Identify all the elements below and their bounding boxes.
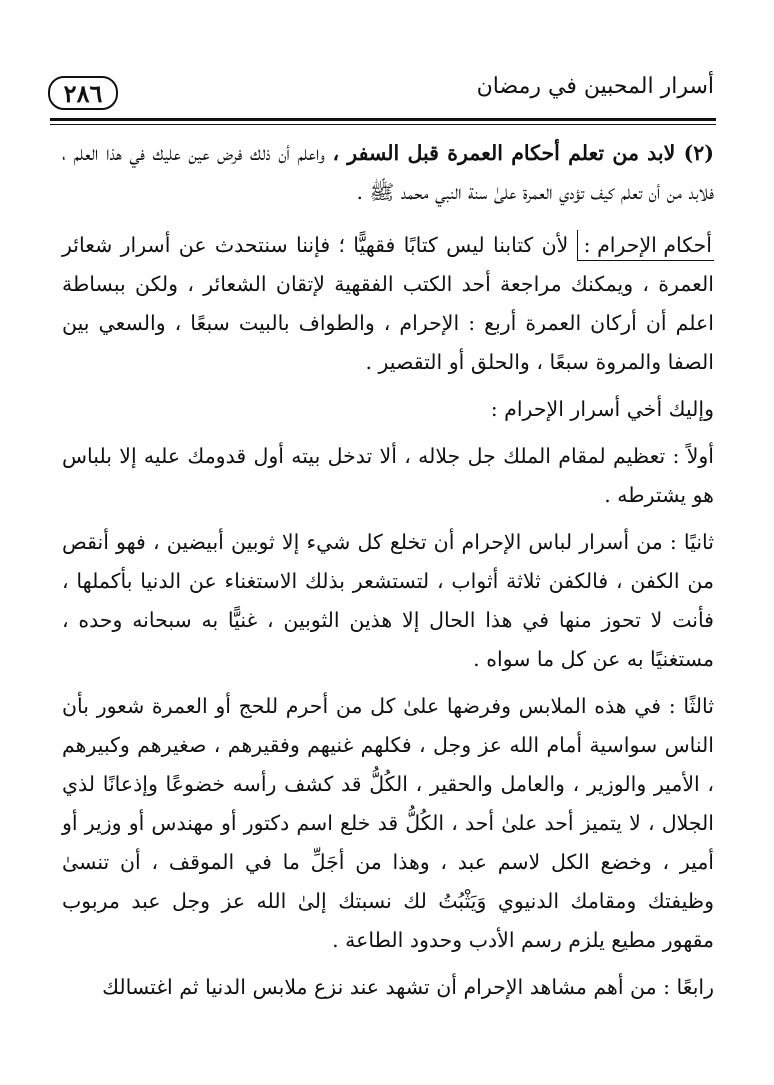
paragraph-umrah-rules: [62, 134, 714, 212]
page-number: ٢٨٦: [48, 76, 118, 110]
header-rule-thin: [50, 124, 716, 125]
header-rule-thick: [50, 118, 716, 121]
page-header: [48, 72, 714, 118]
paragraph-lead-bold: (٢) لابد من تعلم أحكام العمرة قبل السفر ،: [332, 141, 714, 165]
paragraph-text: ثالثًا : في هذه الملابس وفرضها علىٰ كل من أحرم للحج أو العمرة شعور بأن الناس سواسية أمام الله عز وجل ، فكلهم غنيهم وفقيرهم ، صغيرهم وكبيرهم ، الأمير والوزير ، والعامل والحقير ، الكُلُّ قد كشف رأسه خضوعًا وإذعانًا لذي الجلال ، لا يتميز أحد علىٰ أحد ، الكُلُّ قد خلع اسم دكتور أو مهندس أو وزير أو أمير ، وخضع الكل لاسم عبد ، وهذا من أجَلِّ ما في الموقف ، أن تنسىٰ وظيفتك ومقامك الدنيوي وَيَثْبُتُ لك نسبتك إلىٰ الله عز وجل عبد مربوب مقهور مطيع يلزم رسم الأدب وحدود الطاعة .: [62, 694, 714, 952]
paragraph-text: أولاً : تعظيم لمقام الملك جل جلاله ، ألا تدخل بيته أول قدومك عليه إلا بلباس هو يشترطه .: [62, 444, 714, 507]
running-title: أسرار المحبين في رمضان: [476, 74, 714, 99]
body-text: [62, 134, 714, 1007]
paragraph-text: لأن كتابنا ليس كتابًا فقهيًّا ؛ فإننا سنتحدث عن أسرار شعائر العمرة ، ويمكنك مراجعة أحد الكتب الفقهية لإتقان الشعائر ، ولكن ببساطة اعلم أن أركان العمرة أربع : الإحرام ، والطواف بالبيت سبعًا ، والسعي بين الصفا والمروة سبعًا ، والحلق أو التقصير .: [62, 233, 714, 374]
paragraph-ihram-secrets-intro: [62, 390, 714, 429]
paragraph-ihram-rules: [62, 226, 714, 382]
paragraph-first: [62, 437, 714, 515]
paragraph-text: ثانيًا : من أسرار لباس الإحرام أن تخلع كل شيء إلا ثوبين أبيضين ، فهو أنقص من الكفن ، فالكفن ثلاثة أثواب ، لتستشعر بذلك الاستغناء عن الدنيا بأكملها ، فأنت لا تحوز منها في هذا الحال إلا هذين الثوبين ، غنيًّا به سبحانه وحده ، مستغنيًا به عن كل ما سواه .: [62, 530, 714, 671]
paragraph-text: وإليك أخي أسرار الإحرام :: [490, 397, 714, 421]
section-heading-ihram-rules: أحكام الإحرام :: [577, 230, 714, 261]
paragraph-text: رابعًا : من أهم مشاهد الإحرام أن تشهد عند نزع ملابس الدنيا ثم اغتسالك: [102, 975, 714, 999]
paragraph-fourth: [62, 968, 714, 1007]
paragraph-text: واعلم أن ذلك فرض عين عليك في هذا العلم ، فلابد من أن تعلم كيف تؤدي العمرة علىٰ سنة النبي محمد ﷺ .: [62, 141, 714, 204]
paragraph-second: [62, 523, 714, 679]
paragraph-third: [62, 687, 714, 960]
